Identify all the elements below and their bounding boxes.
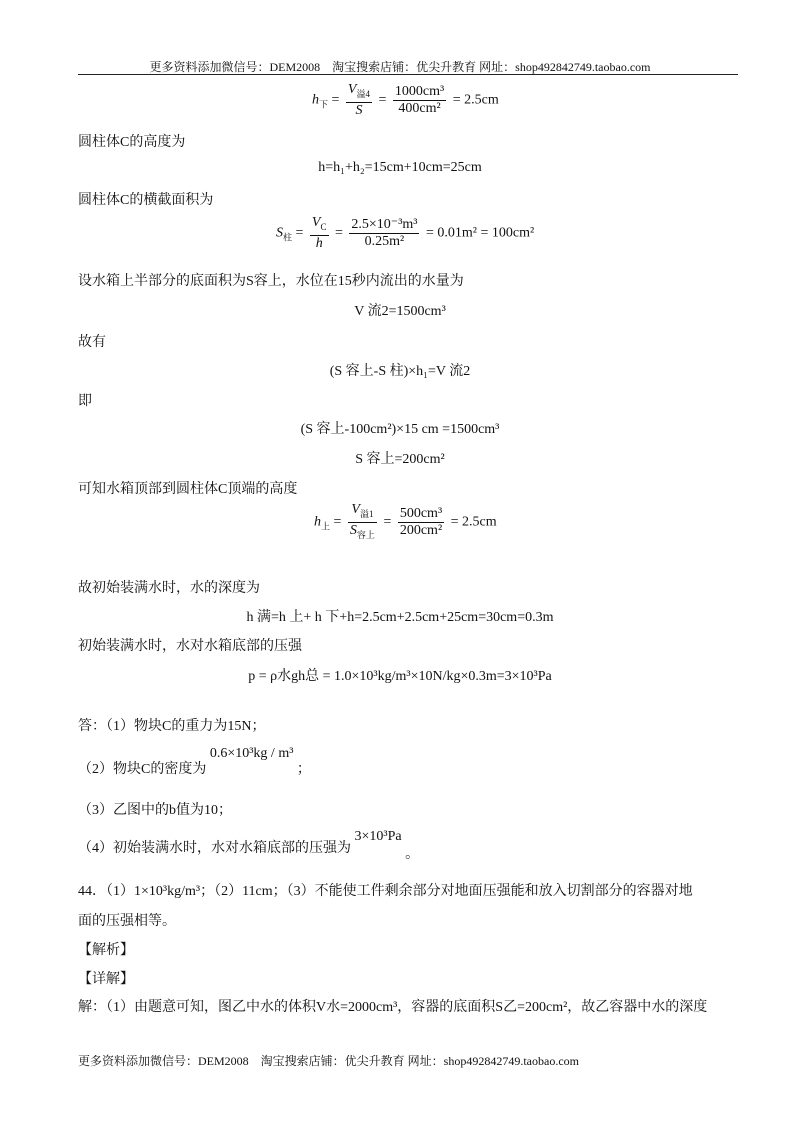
formula-h-full: h 满=h 上+ h 下+h=2.5cm+2.5cm+25cm=30cm=0.3m — [246, 610, 554, 625]
s-col-n1: V — [311, 215, 321, 230]
h-up-frac2 — [398, 506, 444, 539]
line-upper-area-intro: 设水箱上半部分的底面积为S容上，水位在15秒内流出的水量为 — [78, 274, 464, 289]
formula-h-total: h=h₁+h₂=15cm+10cm=25cm — [318, 160, 482, 175]
s-col-d2: 0.25m² — [364, 233, 405, 249]
h-low-d2: 400cm² — [398, 100, 441, 116]
h-up-frac1 — [348, 502, 377, 543]
line-column-height-label: 圆柱体C的高度为 — [78, 135, 186, 150]
h-up-n1: V — [351, 502, 360, 517]
h-low-frac2 — [393, 84, 446, 117]
h-up-lhs-sub: 上 — [321, 521, 331, 532]
h-low-lhs-sub: 下 — [319, 99, 329, 110]
h-low-lhs: h — [312, 92, 319, 108]
h-up-d2: 200cm² — [399, 522, 443, 538]
formula-eq-symbolic: (S 容上-S 柱)×h₁=V 流2 — [329, 364, 471, 379]
h-low-n2: 1000cm³ — [394, 83, 445, 99]
solution-line: 解：（1）由题意可知，图乙中水的体积V水=2000cm³，容器的底面积S乙=200cm²，故乙容器中水的深度 — [78, 1000, 708, 1015]
answer-2-value: 0.6×10³kg / m³ — [209, 746, 294, 761]
h-low-d1: S — [355, 102, 363, 118]
h-low-result: = 2.5cm — [452, 92, 499, 108]
answer-4-text: （4）初始装满水时，水对水箱底部的压强为 — [78, 841, 351, 856]
s-col-n2: 2.5×10⁻³m³ — [351, 216, 418, 232]
h-low-n1-sub: 溢4 — [356, 88, 370, 99]
s-col-frac1 — [310, 215, 329, 252]
line-namely: 即 — [78, 394, 92, 409]
answer-2-end: ； — [296, 762, 311, 777]
h-up-d1: S — [349, 522, 357, 538]
s-col-frac2 — [349, 217, 419, 250]
s-col-lhs: S — [276, 225, 283, 241]
h-low-n1: V — [347, 82, 357, 97]
formula-s-column: $S_柱$ = $\frac{V_C}{h}$ = $\frac{\text{2.5×10⁻³m³}}{\text{0.25m²}}$ = 0.01m² = 100cm² — [276, 215, 535, 251]
answer-4-end: 。 — [405, 847, 420, 862]
s-col-d1: h — [315, 235, 323, 251]
formula-h-up: $h_上$ = $\frac{V_{溢1}}{S_{容上}}$ = $\frac{\text{500cm³}}{\text{200cm²}}$ = 2.5cm — [314, 502, 497, 543]
h-low-frac1 — [346, 82, 372, 119]
h-up-result: = 2.5cm — [450, 514, 497, 530]
h-up-n2: 500cm³ — [399, 505, 443, 521]
answer-4-value: 3×10³Pa — [354, 829, 402, 844]
answer-1: 答：（1）物块C的重力为15N； — [78, 719, 266, 734]
s-col-n1-sub: C — [320, 221, 327, 232]
line-column-area-label: 圆柱体C的横截面积为 — [78, 193, 214, 208]
line-top-height-label: 可知水箱顶部到圆柱体C顶端的高度 — [78, 482, 298, 497]
answer-3: （3）乙图中的b值为10； — [78, 803, 232, 818]
formula-h-low: $h_下$ = $\frac{V_{溢4}}{S}$ = $\frac{\text{1000cm³}}{\text{400cm²}}$ = 2.5cm — [312, 82, 499, 118]
line-therefore: 故有 — [78, 335, 106, 350]
question-44-line1: 44．（1）1×10³kg/m³；（2）11cm；（3）不能使工件剩余部分对地面压强能和放入切割部分的容器对地 — [78, 884, 693, 899]
line-pressure-label: 初始装满水时，水对水箱底部的压强 — [78, 639, 302, 654]
s-col-result: = 0.01m² = 100cm² — [425, 225, 535, 241]
formula-eq-numeric: (S 容上-100cm²)×15 cm =1500cm³ — [300, 422, 500, 437]
formula-v-flow: V 流2=1500cm³ — [354, 304, 446, 319]
h-up-d1-sub: 容上 — [356, 529, 375, 540]
analysis-heading: 【解析】 — [78, 943, 134, 958]
question-44-line2: 面的压强相等。 — [78, 914, 176, 929]
s-col-lhs-sub: 柱 — [283, 232, 293, 243]
page-footer: 更多资料添加微信号：DEM2008 淘宝搜索店铺：优尖升教育 网址：shop492842749.taobao.com — [78, 1054, 579, 1068]
page-header: 更多资料添加微信号：DEM2008 淘宝搜索店铺：优尖升教育 网址：shop492842749.taobao.com — [149, 60, 651, 74]
formula-pressure: p = ρ水gh总 = 1.0×10³kg/m³×10N/kg×0.3m=3×10³Pa — [248, 669, 552, 684]
formula-s-top: S 容上=200cm² — [355, 452, 445, 467]
header-rule — [78, 74, 738, 75]
answer-4 — [78, 829, 420, 862]
h-up-lhs: h — [314, 514, 321, 530]
answer-2 — [78, 746, 311, 778]
line-full-depth-label: 故初始装满水时，水的深度为 — [78, 581, 260, 596]
detail-heading: 【详解】 — [78, 972, 134, 987]
h-up-n1-sub: 溢1 — [359, 508, 374, 519]
answer-2-text: （2）物块C的密度为 — [78, 762, 207, 777]
